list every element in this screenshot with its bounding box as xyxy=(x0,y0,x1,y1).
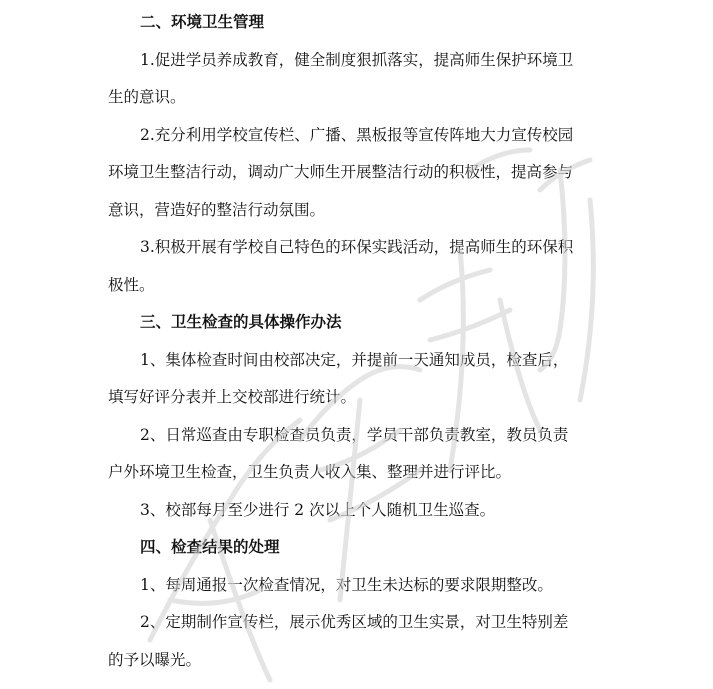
paragraph-line: 环境卫生整洁行动，调动广大师生开展整洁行动的积极性，提高参与 xyxy=(108,163,574,181)
paragraph-line: 极性。 xyxy=(108,276,155,294)
paragraph-line: 1、集体检查时间由校部决定，并提前一天通知成员，检查后， xyxy=(140,351,569,369)
paragraph-line: 户外环境卫生检查，卫生负责人收入集、整理并进行评比。 xyxy=(108,463,512,481)
paragraph-line: 填写好评分表并上交校部进行统计。 xyxy=(108,388,357,406)
paragraph-line: 2、定期制作宣传栏，展示优秀区域的卫生实景，对卫生特别差 xyxy=(140,613,569,631)
paragraph-line: 3、校部每月至少进行 2 次以上个人随机卫生巡查。 xyxy=(140,501,496,519)
paragraph-line: 2、日常巡查由专职检查员负责，学员干部负责教室，教员负责 xyxy=(140,426,569,444)
paragraph-line: 1.促进学员养成教育，健全制度狠抓落实，提高师生保护环境卫 xyxy=(140,51,574,69)
paragraph-line: 的予以曝光。 xyxy=(108,651,202,669)
section-heading-environment: 二、环境卫生管理 xyxy=(140,13,265,31)
paragraph-line: 2.充分利用学校宣传栏、广播、黑板报等宣传阵地大力宣传校园 xyxy=(140,126,574,144)
paragraph-line: 生的意识。 xyxy=(108,88,186,106)
section-heading-inspection-method: 三、卫生检查的具体操作办法 xyxy=(140,313,342,331)
paragraph-line: 意识，营造好的整洁行动氛围。 xyxy=(108,201,326,219)
paragraph-line: 1、每周通报一次检查情况，对卫生未达标的要求限期整改。 xyxy=(140,576,553,594)
section-heading-results: 四、检查结果的处理 xyxy=(140,538,280,556)
paragraph-line: 3.积极开展有学校自己特色的环保实践活动，提高师生的环保积 xyxy=(140,238,574,256)
